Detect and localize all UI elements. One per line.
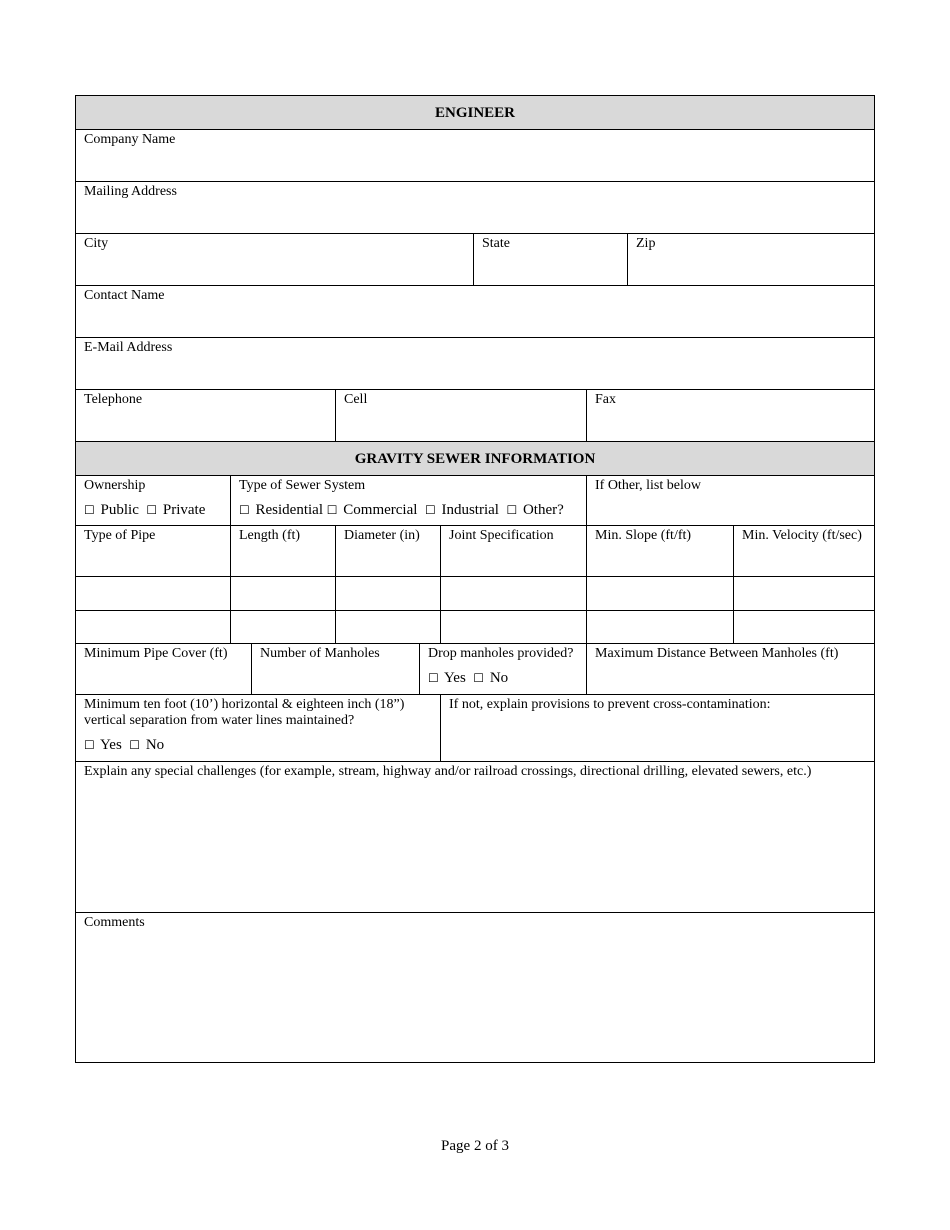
separation-no-checkbox[interactable]: ☐ No <box>129 737 165 753</box>
sewer-type-other-checkbox[interactable]: ☐ Other? <box>506 502 564 518</box>
checkbox-icon: ☐ <box>129 738 141 752</box>
pipe-col-type: Type of Pipe <box>76 526 231 577</box>
sewer-type-commercial-checkbox[interactable]: ☐ Commercial <box>326 502 418 518</box>
pipe-type-input[interactable] <box>76 577 231 611</box>
engineer-form <box>75 95 875 1063</box>
if-not-field[interactable] <box>441 695 875 762</box>
pipe-col-length: Length (ft) <box>231 526 336 577</box>
comments-label: Comments <box>84 915 145 930</box>
telephone-field[interactable] <box>76 390 336 442</box>
pipe-velocity-input[interactable] <box>734 611 875 644</box>
ownership-label: Ownership <box>84 478 146 493</box>
drop-manholes-no-checkbox[interactable]: ☐ No <box>473 670 509 686</box>
pipe-slope-input[interactable] <box>587 611 734 644</box>
drop-manholes-yes-checkbox[interactable]: ☐ Yes <box>428 670 466 686</box>
min-pipe-cover-label: Minimum Pipe Cover (ft) <box>84 646 228 661</box>
pipe-length-input[interactable] <box>231 577 336 611</box>
sewer-type-industrial-checkbox[interactable]: ☐ Industrial <box>424 502 499 518</box>
drop-manholes-cell <box>420 644 587 695</box>
ownership-public-checkbox[interactable]: ☐ Public <box>84 502 139 518</box>
max-distance-field[interactable] <box>587 644 875 695</box>
checkbox-icon: ☐ <box>424 503 436 517</box>
zip-field[interactable] <box>628 234 875 286</box>
pipe-velocity-input[interactable] <box>734 577 875 611</box>
mailing-address-field[interactable] <box>76 182 875 234</box>
pipe-col-slope: Min. Slope (ft/ft) <box>587 526 734 577</box>
pipe-col-diameter: Diameter (in) <box>336 526 441 577</box>
num-manholes-label: Number of Manholes <box>260 646 380 661</box>
city-label: City <box>84 236 109 251</box>
contact-name-field[interactable] <box>76 286 875 338</box>
separation-cell <box>76 695 441 762</box>
separation-yes-checkbox[interactable]: ☐ Yes <box>84 737 122 753</box>
cell-field[interactable] <box>336 390 587 442</box>
pipe-diameter-input[interactable] <box>336 577 441 611</box>
email-label: E-Mail Address <box>84 340 173 355</box>
pipe-table-header-row <box>76 526 875 577</box>
min-pipe-cover-field[interactable] <box>76 644 252 695</box>
pipe-col-joint: Joint Specification <box>441 526 587 577</box>
telephone-label: Telephone <box>84 392 143 407</box>
num-manholes-field[interactable] <box>252 644 420 695</box>
sewer-type-cell <box>231 476 587 526</box>
checkbox-icon: ☐ <box>146 503 158 517</box>
engineer-header-row <box>76 96 875 130</box>
special-challenges-field[interactable] <box>76 762 875 913</box>
cell-label: Cell <box>344 392 368 407</box>
ownership-cell <box>76 476 231 526</box>
drop-manholes-label: Drop manholes provided? <box>428 646 574 661</box>
pipe-slope-input[interactable] <box>587 577 734 611</box>
ownership-private-checkbox[interactable]: ☐ Private <box>146 502 206 518</box>
pipe-col-velocity: Min. Velocity (ft/sec) <box>734 526 875 577</box>
if-other-label: If Other, list below <box>595 478 701 493</box>
page-number: Page 2 of 3 <box>441 1138 509 1154</box>
sewer-type-label: Type of Sewer System <box>239 478 366 493</box>
comments-field[interactable] <box>76 913 875 1063</box>
pipe-joint-input[interactable] <box>441 577 587 611</box>
fax-label: Fax <box>595 392 616 407</box>
checkbox-icon: ☐ <box>84 503 95 517</box>
checkbox-icon: ☐ <box>326 503 338 517</box>
zip-label: Zip <box>636 236 656 251</box>
checkbox-icon: ☐ <box>239 503 250 517</box>
checkbox-icon: ☐ <box>428 671 439 685</box>
fax-field[interactable] <box>587 390 875 442</box>
checkbox-icon: ☐ <box>473 671 485 685</box>
pipe-table-row <box>76 577 875 611</box>
max-distance-label: Maximum Distance Between Manholes (ft) <box>595 646 839 661</box>
pipe-table-row <box>76 611 875 644</box>
email-field[interactable] <box>76 338 875 390</box>
company-name-label: Company Name <box>84 132 176 147</box>
pipe-type-input[interactable] <box>76 611 231 644</box>
state-label: State <box>482 236 510 251</box>
if-not-label: If not, explain provisions to prevent cross-contamination: <box>449 697 771 712</box>
checkbox-icon: ☐ <box>84 738 95 752</box>
engineer-header: ENGINEER <box>76 96 875 130</box>
gravity-sewer-header: GRAVITY SEWER INFORMATION <box>76 442 875 476</box>
pipe-joint-input[interactable] <box>441 611 587 644</box>
if-other-field[interactable] <box>587 476 875 526</box>
contact-name-label: Contact Name <box>84 288 165 303</box>
city-field[interactable] <box>76 234 474 286</box>
pipe-diameter-input[interactable] <box>336 611 441 644</box>
state-field[interactable] <box>474 234 628 286</box>
pipe-length-input[interactable] <box>231 611 336 644</box>
mailing-address-label: Mailing Address <box>84 184 177 199</box>
sewer-type-residential-checkbox[interactable]: ☐ Residential <box>239 502 324 518</box>
separation-label: Minimum ten foot (10’) horizontal & eighteen inch (18”) vertical separation from water lines maintained? <box>84 697 405 728</box>
special-challenges-label: Explain any special challenges (for example, stream, highway and/or railroad crossings, directional drilling, elevated sewers, etc.) <box>84 764 812 779</box>
company-name-field[interactable] <box>76 130 875 182</box>
checkbox-icon: ☐ <box>506 503 518 517</box>
